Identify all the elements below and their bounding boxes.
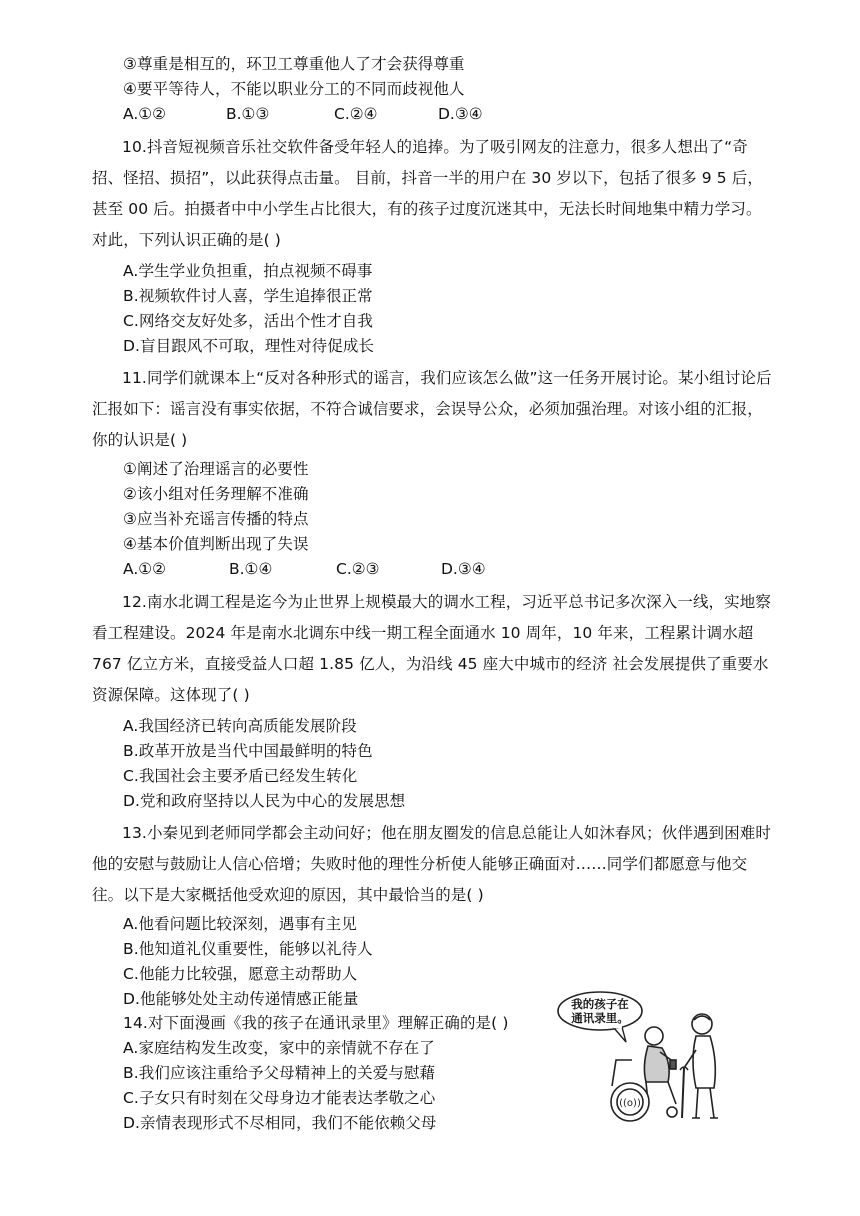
- q11-option-a: A.①②: [123, 560, 167, 578]
- q11-option-d: D.③④: [441, 560, 486, 578]
- elderly-person-standing: [680, 1014, 718, 1118]
- q11-option-c: C.②③: [336, 560, 380, 578]
- q12-option-c: C.我国社会主要矛盾已经发生转化: [123, 767, 358, 785]
- q14-option-b: B.我们应该注重给予父母精神上的关爱与慰藉: [123, 1064, 436, 1082]
- q11-item-4: ④基本价值判断出现了失误: [123, 535, 309, 553]
- q13-option-b: B.他知道礼仪重要性，能够以礼待人: [123, 940, 373, 958]
- q14-option-c: C.子女只有时刻在父母身边才能表达孝敬之心: [123, 1089, 436, 1107]
- q14-stem: 14.对下面漫画《我的孩子在通讯录里》理解正确的是( ): [123, 1014, 509, 1032]
- q10-option-c: C.网络交友好处多，活出个性才自我: [123, 312, 373, 330]
- q9-option-b: B.①③: [226, 105, 270, 123]
- q9-option-c: C.②④: [334, 105, 378, 123]
- q11-item-2: ②该小组对任务理解不准确: [123, 485, 309, 503]
- q11-stem: 11.同学们就课本上“反对各种形式的谣言，我们应该怎么做”这一任务开展讨论。某小组讨论后汇报如下：谣言没有事实依据，不符合诚信要求，会误导公众，必须加强治理。对该小组的汇报，你的认识是( ): [92, 369, 772, 449]
- q10-option-a: A.学生学业负担重，拍点视频不碍事: [123, 262, 373, 280]
- svg-text:((o)): ((o)): [619, 1098, 641, 1109]
- q11-item-1: ①阐述了治理谣言的必要性: [123, 460, 309, 478]
- bubble-text-line1: 我的孩子在: [571, 997, 629, 1011]
- q14-option-d: D.亲情表现形式不尽相同，我们不能依赖父母: [123, 1114, 437, 1132]
- q10-option-b: B.视频软件讨人喜，学生追捧很正常: [123, 287, 373, 305]
- q13-option-c: C.他能力比较强，愿意主动帮助人: [123, 965, 358, 983]
- q12-option-b: B.政革开放是当代中国最鲜明的特色: [123, 742, 373, 760]
- q11-options: [123, 559, 486, 579]
- q12-option-d: D.党和政府坚持以人民为中心的发展思想: [123, 792, 406, 810]
- q13-option-d: D.他能够处处主动传递情感正能量: [123, 990, 359, 1008]
- q12-option-a: A.我国经济已转向高质能发展阶段: [123, 717, 357, 735]
- bubble-text-line2: 通讯录里。: [571, 1011, 629, 1025]
- speech-bubble: [558, 992, 642, 1042]
- q11-option-b: B.①④: [229, 560, 273, 578]
- q9-item-3: ③尊重是相互的，环卫工尊重他人了才会获得尊重: [123, 55, 465, 73]
- q12-stem: 12.南水北调工程是迄今为止世界上规模最大的调水工程，习近平总书记多次深入一线，实地察看工程建设。2024 年是南水北调东中线一期工程全面通水 10 周年，10 年来，工程累计调水超 767 亿立方米，直接受益人口超 1.85 亿人，为沿线 45 座大中城市的经济 社会发展提供了重要水资源保障。这体现了( ): [92, 593, 771, 704]
- q9-option-d: D.③④: [438, 105, 483, 123]
- cartoon-illustration: [556, 990, 746, 1125]
- q13-option-a: A.他看问题比较深刻，遇事有主见: [123, 915, 357, 933]
- elderly-person-wheelchair: [611, 1027, 677, 1121]
- q10-option-d: D.盲目跟风不可取，理性对待促成长: [123, 337, 375, 355]
- q9-options: [123, 104, 483, 124]
- q14-option-a: A.家庭结构发生改变，家中的亲情就不存在了: [123, 1039, 435, 1057]
- q13-stem: 13.小秦见到老师同学都会主动问好；他在朋友圈发的信息总能让人如沐春风；伙伴遇到困难时他的安慰与鼓励让人信心倍增；失败时他的理性分析使人能够正确面对……同学们都愿意与他交往。以下是大家概括他受欢迎的原因，其中最恰当的是( ): [92, 824, 771, 904]
- q11-item-3: ③应当补充谣言传播的特点: [123, 510, 309, 528]
- q9-option-a: A.①②: [123, 105, 167, 123]
- q10-stem: 10.抖音短视频音乐社交软件备受年轻人的追捧。为了吸引网友的注意力，很多人想出了“奇招、怪招、损招”，以此获得点击量。 目前，抖音一半的用户在 30 岁以下，包括了很多 9 5 后，甚至 00 后。拍摄者中中小学生占比很大，有的孩子过度沉迷其中，无法长时间地集中精力学习。对此，下列认识正确的是( ): [92, 138, 763, 249]
- q9-item-4: ④要平等待人，不能以职业分工的不同而歧视他人: [123, 80, 465, 98]
